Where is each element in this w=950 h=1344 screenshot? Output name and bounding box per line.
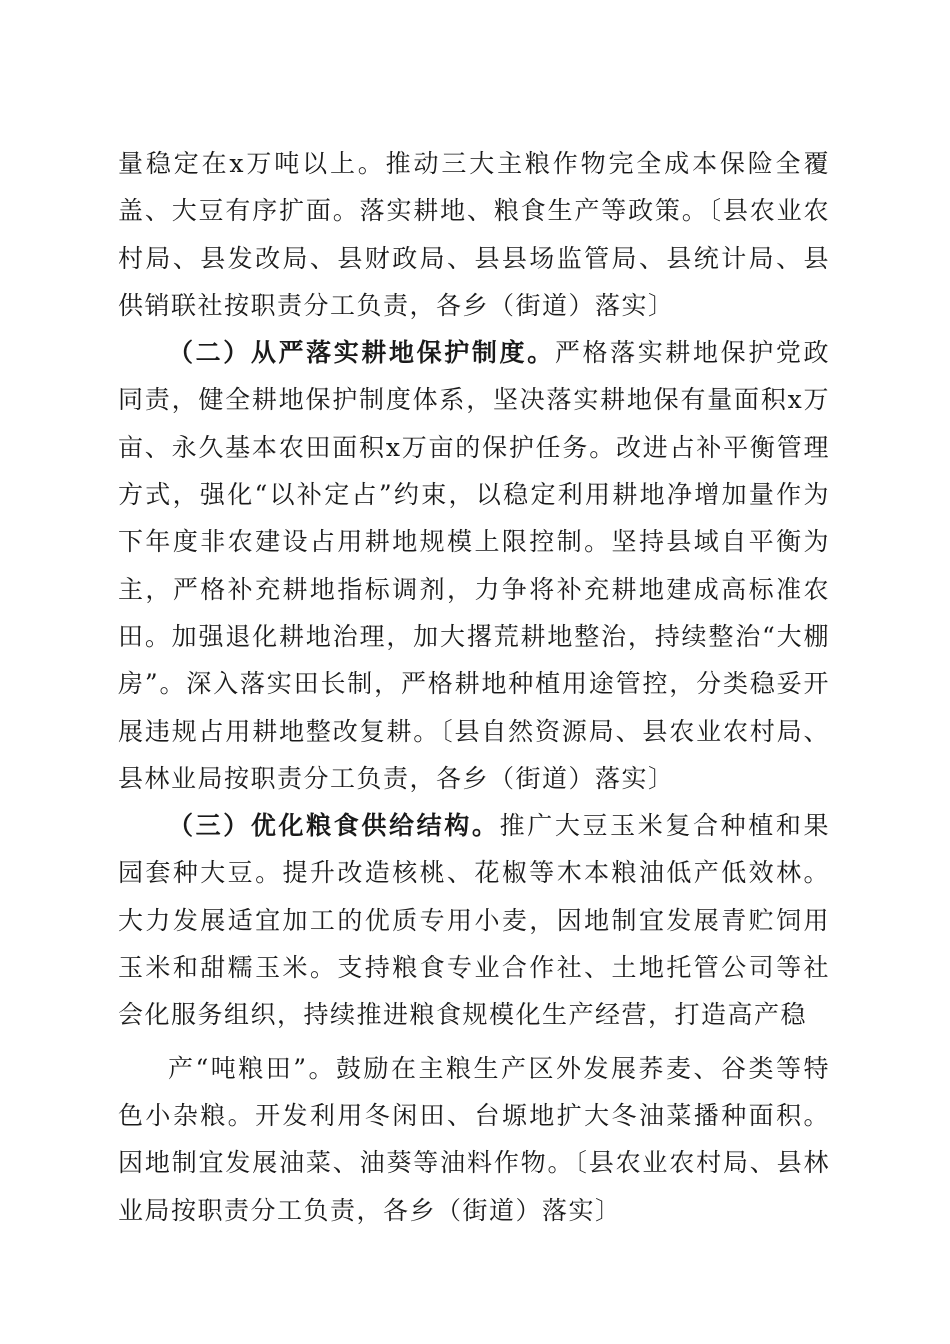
paragraph-text: 产“吨粮田”。鼓励在主粮生产区外发展荞麦、谷类等特色小杂粮。开发利用冬闲田、台塬地扩大冬油菜播种面积。因地制宜发展油菜、油葵等油料作物。〔县农业农村局、县林业局按职责分工负责，各乡（街道）落实〕	[118, 1053, 830, 1225]
paragraph-grain-supply	[118, 802, 830, 1038]
paragraph-farmland-protection	[118, 329, 830, 802]
section-heading: （三）优化粮食供给结构。	[168, 811, 500, 841]
paragraph-text: 推广大豆玉米复合种植和果园套种大豆。提升改造核桃、花椒等木本粮油低产低效林。大力发展适宜加工的优质专用小麦，因地制宜发展青贮饲用玉米和甜糯玉米。支持粮食专业合作社、土地托管公司等社会化服务组织，持续推进粮食规模化生产经营，打造高产稳	[118, 811, 830, 1030]
paragraph-text: 量稳定在x万吨以上。推动三大主粮作物完全成本保险全覆盖、大豆有序扩面。落实耕地、粮食生产等政策。〔县农业农村局、县发改局、县财政局、县县场监管局、县统计局、县供销联社按职责分工负责，各乡（街道）落实〕	[118, 149, 830, 320]
paragraph-text: 严格落实耕地保护党政同责，健全耕地保护制度体系，坚决落实耕地保有量面积x万亩、永久基本农田面积x万亩的保护任务。改进占补平衡管理方式，强化“以补定占”约束，以稳定利用耕地净增加量作为下年度非农建设占用耕地规模上限控制。坚持县域自平衡为主，严格补充耕地指标调剂，力争将补充耕地建成高标准农田。加强退化耕地治理，加大撂荒耕地整治，持续整治“大棚房”。深入落实田长制，严格耕地种植用途管控，分类稳妥开展违规占用耕地整改复耕。〔县自然资源局、县农业农村局、县林业局按职责分工负责，各乡（街道）落实〕	[118, 338, 830, 793]
paragraph-continuation	[118, 140, 830, 329]
document-body	[118, 140, 830, 1234]
paragraph-grain-supply-continued	[118, 1045, 830, 1234]
section-heading: （二）从严落实耕地保护制度。	[168, 338, 555, 368]
